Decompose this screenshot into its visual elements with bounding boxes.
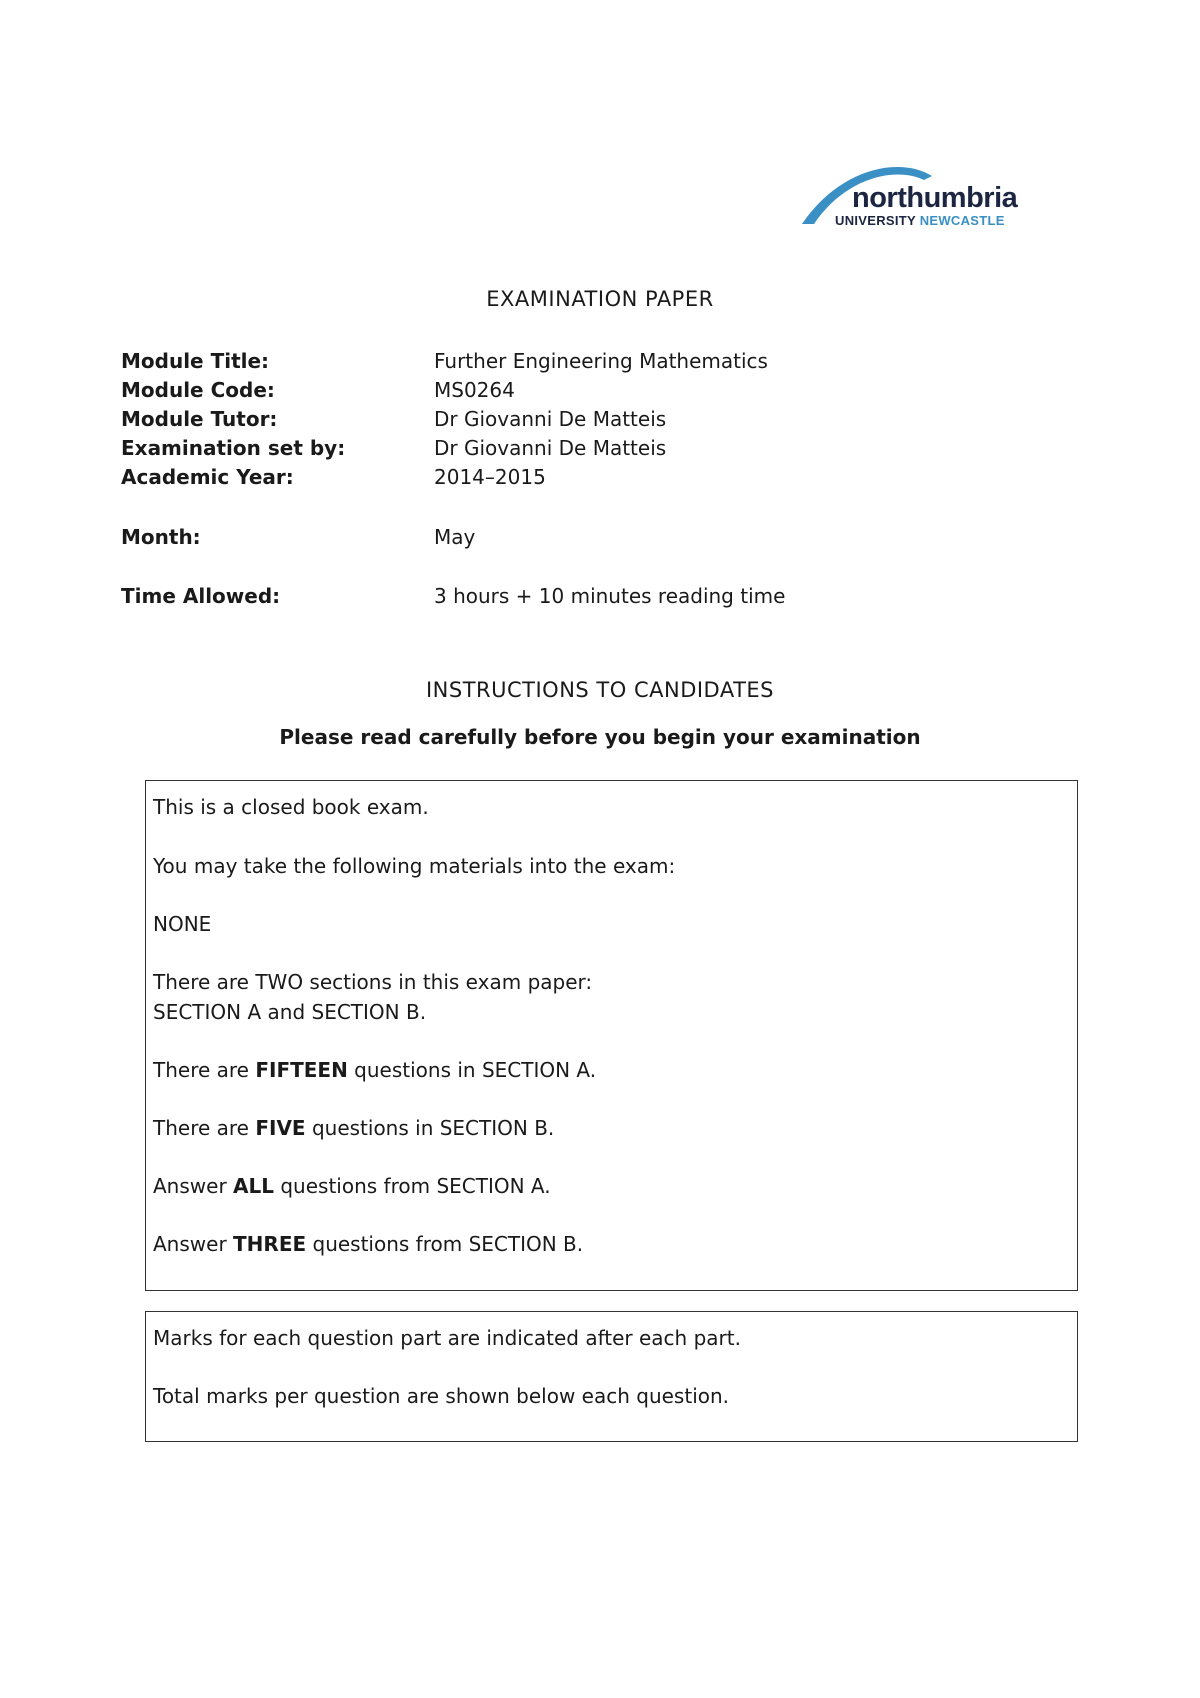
box-text: Total marks per question are shown below each question. <box>153 1384 730 1408</box>
box-text-emphasis: ALL <box>233 1174 274 1198</box>
info-value: Dr Giovanni De Matteis <box>434 407 667 431</box>
university-logo <box>800 158 1050 238</box>
logo-wordmark: northumbria <box>852 182 1018 214</box>
logo-city: NEWCASTLE <box>919 213 1005 228</box>
instructions-subtitle: Please read carefully before you begin your examination <box>279 725 921 749</box>
info-value: Further Engineering Mathematics <box>434 349 768 373</box>
info-label: Examination set by: <box>121 436 346 460</box>
box-text-part: questions from SECTION A. <box>274 1174 551 1198</box>
info-value: 2014–2015 <box>434 465 546 489</box>
box-text-emphasis: FIFTEEN <box>255 1058 348 1082</box>
box-text: Marks for each question part are indicated after each part. <box>153 1326 741 1350</box>
box-text-emphasis: THREE <box>233 1232 307 1256</box>
box-text-part: Answer <box>153 1232 234 1256</box>
info-value: 3 hours + 10 minutes reading time <box>434 584 786 608</box>
exam-title: EXAMINATION PAPER <box>486 287 714 311</box>
box-text-part: There are <box>153 1058 256 1082</box>
box-text <box>153 1232 583 1256</box>
box-text: SECTION A and SECTION B. <box>153 1000 427 1024</box>
logo-subtitle <box>835 214 1005 227</box>
info-label: Module Code: <box>121 378 275 402</box>
logo-university: UNIVERSITY <box>835 213 916 228</box>
box-text: You may take the following materials into the exam: <box>153 854 676 878</box>
box-text-part: There are <box>153 1116 256 1140</box>
info-value: MS0264 <box>434 378 515 402</box>
box-text-part: Answer <box>153 1174 234 1198</box>
box-text-part: questions in SECTION B. <box>305 1116 555 1140</box>
marks-box <box>145 1311 1078 1442</box>
box-text: This is a closed book exam. <box>153 795 429 819</box>
instructions-box <box>145 780 1078 1291</box>
info-label: Module Tutor: <box>121 407 278 431</box>
info-label: Academic Year: <box>121 465 294 489</box>
info-label: Month: <box>121 525 201 549</box>
box-text: NONE <box>153 912 212 936</box>
instructions-title: INSTRUCTIONS TO CANDIDATES <box>425 678 775 702</box>
box-text-emphasis: FIVE <box>255 1116 306 1140</box>
info-label: Time Allowed: <box>121 584 281 608</box>
info-value: Dr Giovanni De Matteis <box>434 436 667 460</box>
box-text-part: questions from SECTION B. <box>306 1232 584 1256</box>
info-label: Module Title: <box>121 349 270 373</box>
box-text <box>153 1058 596 1082</box>
info-value: May <box>434 525 476 549</box>
box-text: There are TWO sections in this exam paper: <box>153 970 593 994</box>
box-text <box>153 1116 554 1140</box>
box-text <box>153 1174 551 1198</box>
box-text-part: questions in SECTION A. <box>347 1058 597 1082</box>
